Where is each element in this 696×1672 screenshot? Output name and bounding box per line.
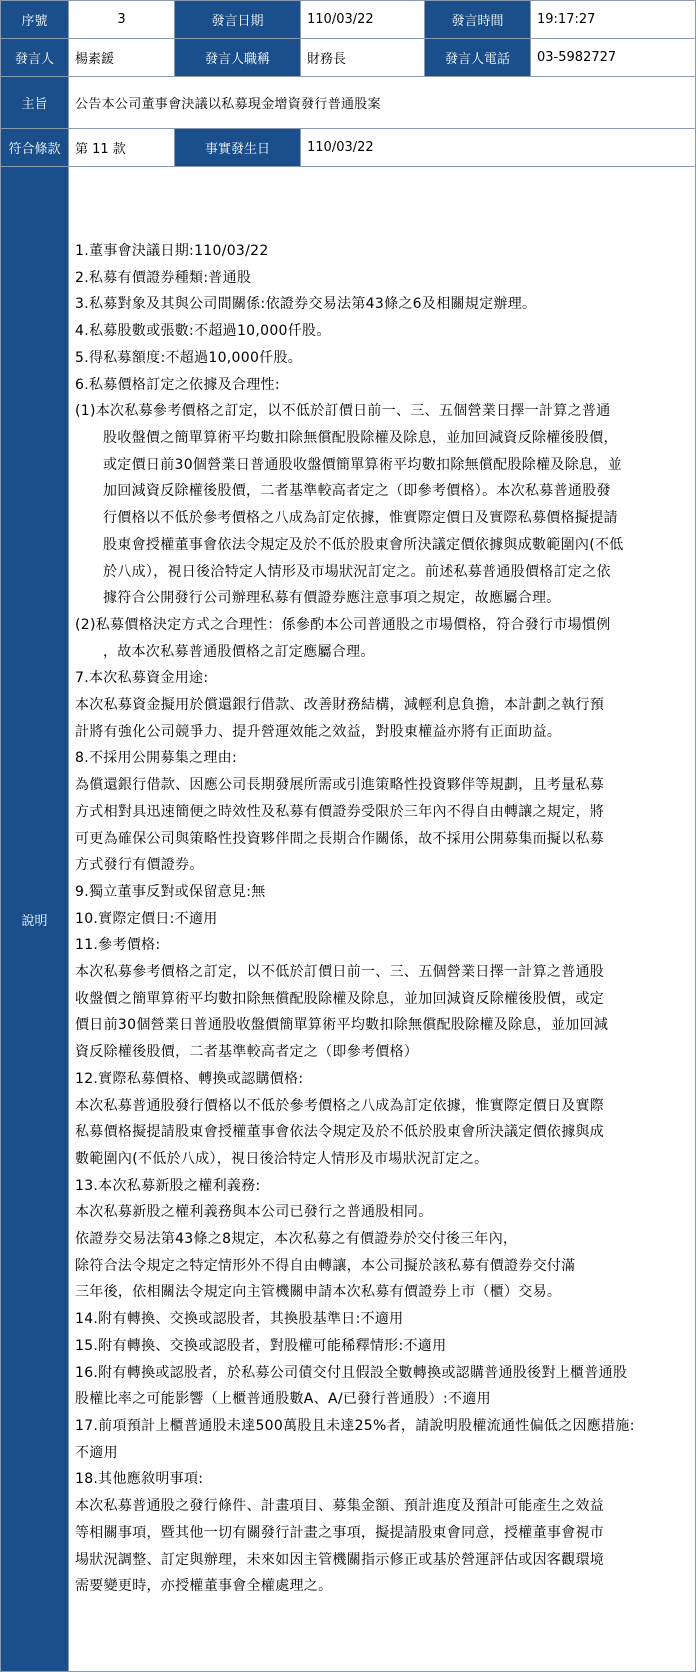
time-label: 發言時間: [425, 1, 531, 39]
row-seq-date-time: [1, 1, 696, 39]
description-line: 加回減資反除權後股價，二者基準較高者定之（即參考價格）。本次私募普通股發: [103, 483, 611, 500]
description-line: 或定價日前30個營業日普通股收盤價簡單算術平均數扣除無償配股除權及除息，並: [103, 456, 622, 473]
description-line: 6.私募價格訂定之依據及合理性:: [75, 376, 280, 393]
description-line: 股東會授權董事會依法令規定及於不低於股東會所決議定價依據與成數範圍內(不低: [103, 536, 624, 553]
description-line: 數範圍內(不低於八成），視日後洽特定人情形及市場狀況訂定之。: [75, 1150, 489, 1167]
time-value: 19:17:27: [531, 1, 696, 39]
description-line: 三年後，依相關法令規定向主管機關申請本次私募有價證券上市（櫃）交易。: [75, 1284, 562, 1301]
description-line: 收盤價之簡單算術平均數扣除無償配股除權及除息，並加回減資反除權後股價，或定: [75, 990, 605, 1007]
row-clause: [1, 129, 696, 167]
description-line: 11.參考價格:: [75, 937, 161, 954]
description-line: 12.實際私募價格、轉換或認購價格:: [75, 1070, 304, 1087]
description-line: 4.私募股數或張數:不超過10,000仟股。: [75, 323, 331, 340]
clause-label: 符合條款: [1, 129, 69, 167]
description-line: 16.附有轉換或認股者，於私募公司債交付且假設全數轉換或認購普通股後對上櫃普通股: [75, 1364, 628, 1381]
description-line: 18.其他應敘明事項:: [75, 1471, 204, 1488]
description-line: 17.前項預計上櫃普通股未達500萬股且未達25%者，請說明股權流通性偏低之因應措施:: [75, 1418, 635, 1434]
description-line: 為償還銀行借款、因應公司長期發展所需或引進策略性投資夥伴等規劃，且考量私募: [75, 777, 605, 794]
description-line: 9.獨立董事反對或保留意見:無: [75, 883, 266, 900]
description-line: 7.本次私募資金用途:: [75, 670, 209, 687]
description-line: ，故本次私募普通股價格之訂定應屬合理。: [103, 643, 375, 660]
description-line: 股權比率之可能影響（上櫃普通股數A、A/已發行普通股）:不適用: [75, 1391, 491, 1408]
description-line: 據符合公開發行公司辦理私募有價證券應注意事項之規定，故應屬合理。: [103, 590, 561, 607]
desc-label: 說明: [1, 167, 69, 1672]
description-line: 於八成），視日後洽特定人情形及市場狀況訂定之。前述私募普通股價格訂定之依: [103, 563, 611, 580]
date-label: 發言日期: [175, 1, 301, 39]
description-line: 2.私募有價證券種類:普通股: [75, 269, 252, 286]
description-line: 1.董事會決議日期:110/03/22: [75, 243, 269, 260]
seq-value: 3: [69, 1, 175, 39]
speaker-label: 發言人: [1, 39, 69, 77]
description-line: 方式相對具迅速簡便之時效性及私募有價證券受限於三年內不得自由轉讓之規定，將: [75, 803, 605, 820]
description-line: 5.得私募額度:不超過10,000仟股。: [75, 349, 303, 366]
description-line: 本次私募參考價格之訂定，以不低於訂價日前一、三、五個營業日擇一計算之普通股: [75, 964, 605, 981]
description-line: 8.不採用公開募集之理由:: [75, 750, 237, 767]
date-value: 110/03/22: [301, 1, 425, 39]
description-line: 行價格以不低於參考價格之八成為訂定依據，惟實際定價日及實際私募價格擬提請: [103, 510, 618, 527]
description-line: 場狀況調整、訂定與辦理，未來如因主管機關指示修正或基於營運評估或因客觀環境: [75, 1551, 605, 1568]
description-line: 13.本次私募新股之權利義務:: [75, 1177, 261, 1194]
description-line: (1)本次私募參考價格之訂定，以不低於訂價日前一、三、五個營業日擇一計算之普通: [75, 403, 611, 420]
description-body: [69, 167, 696, 1672]
description-line: 計將有強化公司競爭力、提升營運效能之效益，對股東權益亦將有正面助益。: [75, 723, 562, 740]
phone-label: 發言人電話: [425, 39, 531, 77]
phone-value: 03-5982727: [531, 39, 696, 77]
description-line: (2)私募價格決定方式之合理性：係參酌本公司普通股之市場價格，符合發行市場慣例: [75, 616, 611, 633]
speaker-title-label: 發言人職稱: [175, 39, 301, 77]
seq-label: 序號: [1, 1, 69, 39]
subject-label: 主旨: [1, 77, 69, 129]
clause-value: 第 11 款: [69, 129, 175, 167]
row-description: [1, 167, 696, 1672]
description-line: 本次私募資金擬用於償還銀行借款、改善財務結構，減輕利息負擔，本計劃之執行預: [75, 697, 605, 714]
speaker-value: 楊素鍰: [69, 39, 175, 77]
description-line: 15.附有轉換、交換或認股者，對股權可能稀釋情形:不適用: [75, 1337, 447, 1354]
description-line: 私募價格擬提請股東會授權董事會依法令規定及於不低於股東會所決議定價依據與成: [75, 1124, 605, 1141]
description-line: 不適用: [75, 1444, 118, 1461]
description-line: 依證券交易法第43條之8規定，本次私募之有價證券於交付後三年內，: [75, 1231, 518, 1248]
description-line: 14.附有轉換、交換或認股者，其換股基準日:不適用: [75, 1311, 404, 1328]
description-line: 除符合法令規定之特定情形外不得自由轉讓，本公司擬於該私募有價證券交付滿: [75, 1257, 576, 1274]
event-date-label: 事實發生日: [175, 129, 301, 167]
description-line: 等相關事項，暨其他一切有關發行計畫之事項，擬提請股東會同意，授權董事會視市: [75, 1524, 605, 1541]
description-lines: [75, 238, 689, 1600]
description-line: 需要變更時，亦授權董事會全權處理之。: [75, 1578, 333, 1595]
description-line: 本次私募新股之權利義務與本公司已發行之普通股相同。: [75, 1204, 433, 1221]
speaker-title-value: 財務長: [301, 39, 425, 77]
description-line: 方式發行有價證券。: [75, 857, 204, 874]
row-speaker: [1, 39, 696, 77]
description-line: 3.私募對象及其與公司間關係:依證券交易法第43條之6及相關規定辦理。: [75, 296, 537, 313]
description-line: 價日前30個營業日普通股收盤價簡單算術平均數扣除無償配股除權及除息，並加回減: [75, 1017, 609, 1034]
description-line: 股收盤價之簡單算術平均數扣除無償配股除權及除息，並加回減資反除權後股價，: [103, 429, 618, 446]
subject-value: 公告本公司董事會決議以私募現金增資發行普通股案: [69, 77, 696, 129]
description-line: 可更為確保公司與策略性投資夥伴間之長期合作關係，故不採用公開募集而擬以私募: [75, 830, 605, 847]
description-line: 本次私募普通股之發行條件、計畫項目、募集金額、預計進度及預計可能產生之效益: [75, 1498, 605, 1515]
event-date-value: 110/03/22: [301, 129, 696, 167]
row-subject: [1, 77, 696, 129]
description-line: 10.實際定價日:不適用: [75, 910, 218, 927]
description-line: 本次私募普通股發行價格以不低於參考價格之八成為訂定依據，惟實際定價日及實際: [75, 1097, 605, 1114]
description-line: 資反除權後股價，二者基準較高者定之（即參考價格）: [75, 1044, 419, 1061]
